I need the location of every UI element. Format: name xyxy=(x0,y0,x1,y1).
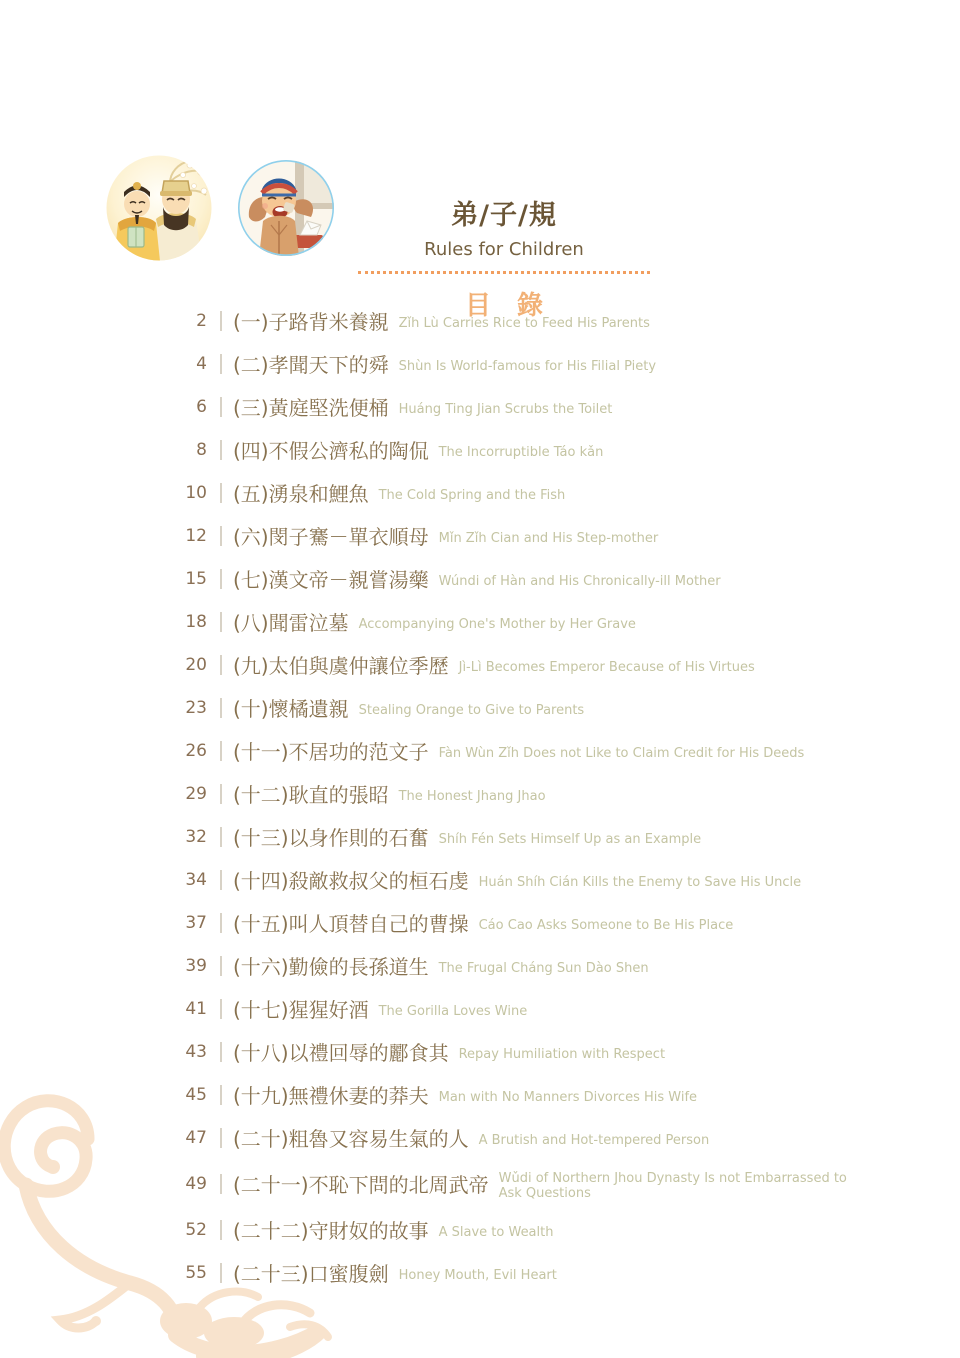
toc-divider xyxy=(220,483,222,503)
toc-item-subtitle: The Incorruptible Táo kǎn xyxy=(438,444,604,460)
toc-list xyxy=(150,306,898,1301)
toc-divider xyxy=(220,440,222,460)
elders-reading-illustration-icon xyxy=(106,155,212,265)
toc-page-number: 49 xyxy=(185,1173,207,1194)
toc-divider xyxy=(220,1263,222,1283)
toc-divider xyxy=(220,655,222,675)
toc-page-number: 23 xyxy=(185,697,207,718)
toc-page-number: 43 xyxy=(185,1041,207,1062)
toc-divider xyxy=(220,397,222,417)
toc-divider xyxy=(220,999,222,1019)
toc-page-number: 15 xyxy=(185,568,207,589)
toc-item-subtitle: Accompanying One's Mother by Her Grave xyxy=(358,616,636,632)
toc-page-number: 8 xyxy=(196,439,207,460)
toc-divider xyxy=(220,1128,222,1148)
toc-divider xyxy=(220,526,222,546)
toc-item-title: (十六)勤儉的長孫道生 xyxy=(233,955,429,979)
toc-page-number: 37 xyxy=(185,912,207,933)
toc-row xyxy=(150,779,898,808)
toc-row xyxy=(150,349,898,378)
toc-item-title: (一)子路背米養親 xyxy=(233,310,389,334)
toc-row xyxy=(150,1258,898,1287)
toc-divider xyxy=(220,913,222,933)
toc-row xyxy=(150,435,898,464)
toc-page-number: 18 xyxy=(185,611,207,632)
toc-item-subtitle: Shùn Is World-famous for His Filial Piety xyxy=(398,358,657,374)
toc-item-title: (三)黃庭堅洗便桶 xyxy=(233,396,389,420)
toc-item-title: (二十三)口蜜腹劍 xyxy=(233,1262,389,1286)
header-portraits xyxy=(106,155,335,265)
toc-item-subtitle: Wúndi of Hàn and His Chronically-ill Mother xyxy=(438,573,721,589)
toc-item-subtitle: Mǐn Zǐh Cian and His Step-mother xyxy=(438,530,659,546)
toc-divider xyxy=(220,1174,222,1194)
toc-row xyxy=(150,736,898,765)
header xyxy=(358,193,650,322)
toc-row xyxy=(150,1080,898,1109)
toc-item-subtitle: A Brutish and Hot-tempered Person xyxy=(478,1132,710,1148)
toc-item-title: (四)不假公濟私的陶侃 xyxy=(233,439,429,463)
toc-row xyxy=(150,865,898,894)
toc-page-number: 29 xyxy=(185,783,207,804)
toc-item-subtitle: Zǐh Lù Carries Rice to Feed His Parents xyxy=(398,315,650,331)
toc-row xyxy=(150,650,898,679)
toc-page-number: 41 xyxy=(185,998,207,1019)
toc-row xyxy=(150,994,898,1023)
toc-row xyxy=(150,564,898,593)
book-title: 弟/子/規 xyxy=(451,200,557,231)
toc-row xyxy=(150,392,898,421)
toc-row xyxy=(150,1123,898,1152)
toc-item-title: (十五)叫人頂替自己的曹操 xyxy=(233,912,469,936)
toc-row xyxy=(150,306,898,335)
toc-row xyxy=(150,1037,898,1066)
book-subtitle: Rules for Children xyxy=(424,239,584,260)
toc-row xyxy=(150,693,898,722)
toc-item-subtitle: Fàn Wùn Zǐh Does not Like to Claim Credit for His Deeds xyxy=(438,745,805,761)
toc-divider xyxy=(220,827,222,847)
toc-page-number: 4 xyxy=(196,353,207,374)
toc-row xyxy=(150,951,898,980)
toc-page-number: 26 xyxy=(185,740,207,761)
toc-page-number: 10 xyxy=(185,482,207,503)
toc-item-subtitle: The Cold Spring and the Fish xyxy=(378,487,566,503)
toc-row xyxy=(150,1215,898,1244)
toc-item-title: (十七)猩猩好酒 xyxy=(233,998,369,1022)
toc-item-subtitle: Cáo Cao Asks Someone to Be His Place xyxy=(478,917,734,933)
toc-page-number: 2 xyxy=(196,310,207,331)
toc-item-title: (十八)以禮回辱的酈食其 xyxy=(233,1041,449,1065)
dotted-divider xyxy=(358,271,650,274)
toc-item-title: (二十一)不恥下問的北周武帝 xyxy=(233,1173,489,1197)
toc-divider xyxy=(220,569,222,589)
toc-divider xyxy=(220,354,222,374)
toc-row xyxy=(150,822,898,851)
toc-row xyxy=(150,908,898,937)
toc-divider xyxy=(220,956,222,976)
toc-item-title: (十二)耿直的張昭 xyxy=(233,783,389,807)
toc-divider xyxy=(220,311,222,331)
toc-item-title: (十三)以身作則的石奮 xyxy=(233,826,429,850)
toc-item-title: (十一)不居功的范文子 xyxy=(233,740,429,764)
toc-divider xyxy=(220,741,222,761)
toc-item-title: (十九)無禮休妻的莽夫 xyxy=(233,1084,429,1108)
toc-page-number: 39 xyxy=(185,955,207,976)
toc-item-subtitle: Huáng Ting Jian Scrubs the Toilet xyxy=(398,401,613,417)
toc-item-title: (十)懷橘遺親 xyxy=(233,697,349,721)
toc-item-title: (七)漢文帝－親嘗湯藥 xyxy=(233,568,429,592)
toc-divider xyxy=(220,698,222,718)
toc-item-subtitle: Jì-Lì Becomes Emperor Because of His Virtues xyxy=(458,659,755,675)
toc-divider xyxy=(220,870,222,890)
toc-item-title: (二十二)守財奴的故事 xyxy=(233,1219,429,1243)
toc-item-title: (五)湧泉和鯉魚 xyxy=(233,482,369,506)
toc-page-number: 12 xyxy=(185,525,207,546)
toc-page-number: 47 xyxy=(185,1127,207,1148)
toc-row xyxy=(150,478,898,507)
boy-drinking-illustration-icon xyxy=(237,159,335,261)
toc-item-subtitle: Repay Humiliation with Respect xyxy=(458,1046,666,1062)
toc-page-number: 20 xyxy=(185,654,207,675)
toc-page-number: 55 xyxy=(185,1262,207,1283)
toc-divider xyxy=(220,784,222,804)
toc-item-subtitle: Wǔdi of Northern Jhou Dynasty Is not Embarrassed to Ask Questions xyxy=(498,1171,847,1201)
toc-page-number: 6 xyxy=(196,396,207,417)
toc-item-title: (九)太伯與虞仲讓位季歷 xyxy=(233,654,449,678)
toc-item-subtitle: The Honest Jhang Jhao xyxy=(398,788,546,804)
toc-item-title: (二)孝聞天下的舜 xyxy=(233,353,389,377)
toc-item-subtitle: The Gorilla Loves Wine xyxy=(378,1003,528,1019)
toc-item-subtitle: Shíh Fén Sets Himself Up as an Example xyxy=(438,831,702,847)
toc-item-title: (十四)殺敵救叔父的桓石虔 xyxy=(233,869,469,893)
toc-divider xyxy=(220,612,222,632)
toc-item-title: (六)閔子騫－單衣順母 xyxy=(233,525,429,549)
toc-page-number: 32 xyxy=(185,826,207,847)
toc-item-subtitle: Honey Mouth, Evil Heart xyxy=(398,1267,557,1283)
toc-item-title: (二十)粗魯又容易生氣的人 xyxy=(233,1127,469,1151)
toc-item-subtitle: A Slave to Wealth xyxy=(438,1224,554,1240)
toc-divider xyxy=(220,1085,222,1105)
toc-divider xyxy=(220,1220,222,1240)
toc-row xyxy=(150,521,898,550)
toc-page-number: 45 xyxy=(185,1084,207,1105)
toc-item-subtitle: Man with No Manners Divorces His Wife xyxy=(438,1089,698,1105)
toc-page-number: 52 xyxy=(185,1219,207,1240)
toc-divider xyxy=(220,1042,222,1062)
toc-row xyxy=(150,1166,898,1201)
toc-item-subtitle: Stealing Orange to Give to Parents xyxy=(358,702,585,718)
toc-item-subtitle: Huán Shíh Cián Kills the Enemy to Save His Uncle xyxy=(478,874,802,890)
toc-row xyxy=(150,607,898,636)
toc-item-title: (八)聞雷泣墓 xyxy=(233,611,349,635)
toc-item-subtitle: The Frugal Cháng Sun Dào Shen xyxy=(438,960,649,976)
toc-page-number: 34 xyxy=(185,869,207,890)
toc-heading: 目 錄 xyxy=(464,291,543,321)
